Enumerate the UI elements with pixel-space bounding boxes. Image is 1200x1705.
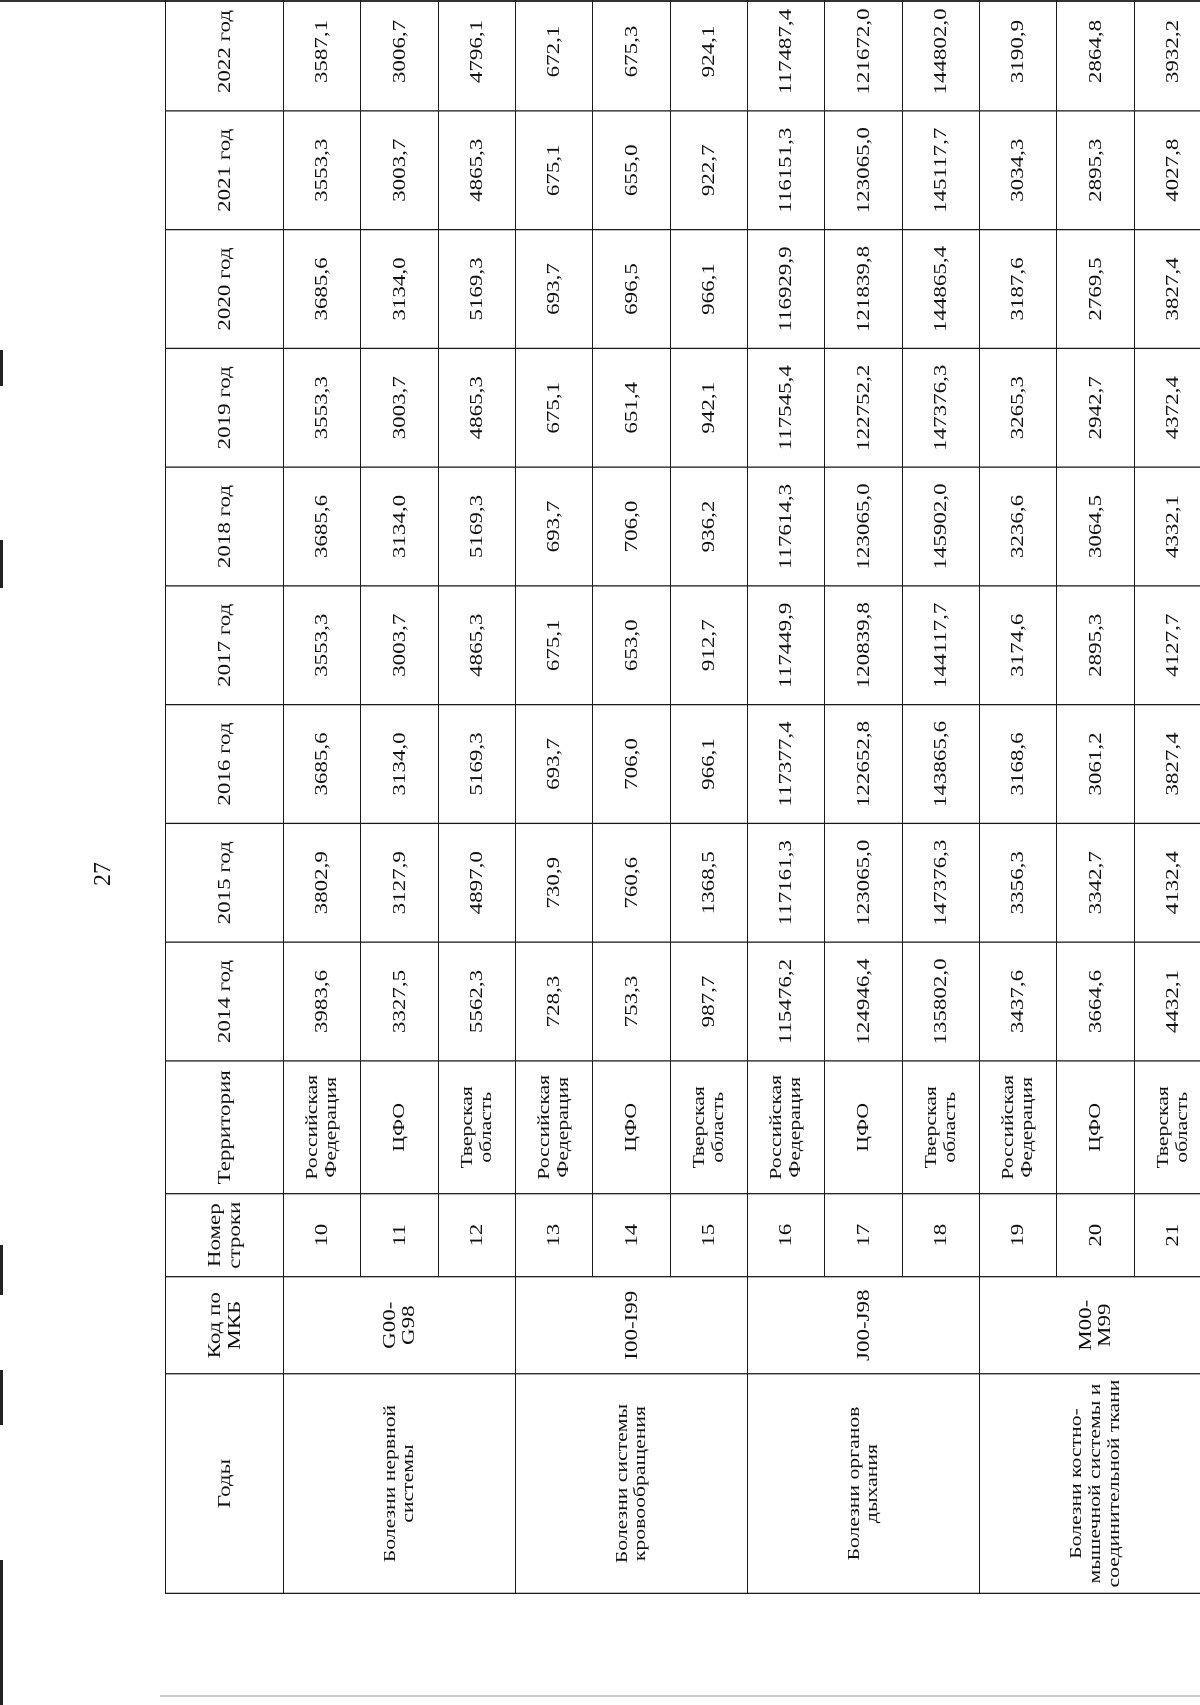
value-cell: 696,5 — [593, 230, 670, 349]
table-rotator — [165, 0, 1200, 1594]
value-cell: 145902,0 — [902, 467, 979, 586]
table-row — [979, 0, 1056, 1593]
value-cell: 145117,7 — [902, 111, 979, 230]
value-cell: 2895,3 — [1057, 111, 1134, 230]
header-year: 2021 год — [166, 111, 284, 230]
mkb-code-cell: G00-G98 — [284, 1277, 516, 1374]
morbidity-table — [165, 0, 1200, 1594]
value-cell: 5169,3 — [438, 705, 515, 824]
territory-cell: Российская Федерация — [979, 1061, 1056, 1194]
value-cell: 753,3 — [593, 942, 670, 1061]
header-year: 2020 год — [166, 230, 284, 349]
value-cell: 143865,6 — [902, 705, 979, 824]
value-cell: 124946,4 — [825, 942, 902, 1061]
header-year: 2015 год — [166, 823, 284, 942]
row-number-cell: 15 — [670, 1194, 747, 1277]
value-cell: 3664,6 — [1057, 942, 1134, 1061]
disease-name-cell: Болезни костно-мышечной системы и соединительной ткани — [979, 1374, 1200, 1594]
value-cell: 117161,3 — [747, 823, 824, 942]
header-mkb-code: Код по МКБ — [166, 1277, 284, 1374]
territory-cell: Тверская область — [1134, 1061, 1200, 1194]
value-cell: 3168,6 — [979, 705, 1056, 824]
mkb-code-cell: I00-I99 — [515, 1277, 747, 1374]
value-cell: 4865,3 — [438, 348, 515, 467]
value-cell: 144802,0 — [902, 0, 979, 111]
value-cell: 123065,0 — [825, 111, 902, 230]
value-cell: 123065,0 — [825, 823, 902, 942]
value-cell: 3236,6 — [979, 467, 1056, 586]
territory-cell: Российская Федерация — [747, 1061, 824, 1194]
value-cell: 2942,7 — [1057, 348, 1134, 467]
row-number-cell: 20 — [1057, 1194, 1134, 1277]
value-cell: 3437,6 — [979, 942, 1056, 1061]
value-cell: 120839,8 — [825, 586, 902, 705]
value-cell: 121839,8 — [825, 230, 902, 349]
margin-mark — [0, 540, 3, 588]
value-cell: 3190,9 — [979, 0, 1056, 111]
mkb-code-cell: M00-M99 — [979, 1277, 1200, 1374]
disease-name-cell: Болезни системы кровообращения — [515, 1374, 747, 1594]
value-cell: 675,1 — [515, 586, 592, 705]
value-cell: 2895,3 — [1057, 586, 1134, 705]
mkb-code-cell: J00-J98 — [747, 1277, 979, 1374]
value-cell: 117614,3 — [747, 467, 824, 586]
margin-mark — [0, 1370, 3, 1425]
disease-name-cell: Болезни органов дыхания — [747, 1374, 979, 1594]
value-cell: 117449,9 — [747, 586, 824, 705]
value-cell: 3342,7 — [1057, 823, 1134, 942]
value-cell: 4127,7 — [1134, 586, 1200, 705]
value-cell: 1368,5 — [670, 823, 747, 942]
value-cell: 115476,2 — [747, 942, 824, 1061]
row-number-cell: 14 — [593, 1194, 670, 1277]
value-cell: 693,7 — [515, 230, 592, 349]
territory-cell: Тверская область — [902, 1061, 979, 1194]
value-cell: 3553,3 — [284, 586, 361, 705]
value-cell: 3134,0 — [361, 467, 438, 586]
value-cell: 3685,6 — [284, 705, 361, 824]
value-cell: 987,7 — [670, 942, 747, 1061]
value-cell: 117545,4 — [747, 348, 824, 467]
value-cell: 4027,8 — [1134, 111, 1200, 230]
territory-cell: ЦФО — [593, 1061, 670, 1194]
value-cell: 3003,7 — [361, 111, 438, 230]
value-cell: 3327,5 — [361, 942, 438, 1061]
value-cell: 966,1 — [670, 230, 747, 349]
value-cell: 147376,3 — [902, 823, 979, 942]
value-cell: 675,1 — [515, 111, 592, 230]
value-cell: 760,6 — [593, 823, 670, 942]
value-cell: 3932,2 — [1134, 0, 1200, 111]
disease-name-cell: Болезни нервной системы — [284, 1374, 516, 1594]
value-cell: 655,0 — [593, 111, 670, 230]
header-row-number: Номер строки — [166, 1194, 284, 1277]
value-cell: 3134,0 — [361, 705, 438, 824]
territory-cell: Российская Федерация — [515, 1061, 592, 1194]
value-cell: 675,1 — [515, 348, 592, 467]
value-cell: 924,1 — [670, 0, 747, 111]
value-cell: 3006,7 — [361, 0, 438, 111]
value-cell: 5169,3 — [438, 230, 515, 349]
header-territory: Территория — [166, 1061, 284, 1194]
value-cell: 3802,9 — [284, 823, 361, 942]
row-number-cell: 10 — [284, 1194, 361, 1277]
margin-mark — [0, 1560, 3, 1705]
value-cell: 4897,0 — [438, 823, 515, 942]
value-cell: 4865,3 — [438, 586, 515, 705]
value-cell: 5562,3 — [438, 942, 515, 1061]
value-cell: 3553,3 — [284, 348, 361, 467]
value-cell: 936,2 — [670, 467, 747, 586]
value-cell: 3127,9 — [361, 823, 438, 942]
value-cell: 5169,3 — [438, 467, 515, 586]
value-cell: 653,0 — [593, 586, 670, 705]
value-cell: 3187,6 — [979, 230, 1056, 349]
table-body — [284, 0, 1200, 1593]
header-years: Годы — [166, 1374, 284, 1594]
row-number-cell: 18 — [902, 1194, 979, 1277]
row-number-cell: 17 — [825, 1194, 902, 1277]
value-cell: 706,0 — [593, 467, 670, 586]
value-cell: 3587,1 — [284, 0, 361, 111]
territory-cell: Тверская область — [670, 1061, 747, 1194]
header-year: 2014 год — [166, 942, 284, 1061]
value-cell: 693,7 — [515, 467, 592, 586]
territory-cell: Российская Федерация — [284, 1061, 361, 1194]
value-cell: 966,1 — [670, 705, 747, 824]
value-cell: 728,3 — [515, 942, 592, 1061]
value-cell: 4132,4 — [1134, 823, 1200, 942]
value-cell: 3685,6 — [284, 230, 361, 349]
row-number-cell: 11 — [361, 1194, 438, 1277]
header-row — [166, 0, 284, 1593]
value-cell: 706,0 — [593, 705, 670, 824]
value-cell: 116151,3 — [747, 111, 824, 230]
value-cell: 122652,8 — [825, 705, 902, 824]
territory-cell: ЦФО — [361, 1061, 438, 1194]
value-cell: 3356,3 — [979, 823, 1056, 942]
row-number-cell: 12 — [438, 1194, 515, 1277]
value-cell: 730,9 — [515, 823, 592, 942]
header-year: 2022 год — [166, 0, 284, 111]
value-cell: 651,4 — [593, 348, 670, 467]
table-row — [515, 0, 592, 1593]
value-cell: 147376,3 — [902, 348, 979, 467]
value-cell: 3003,7 — [361, 348, 438, 467]
value-cell: 672,1 — [515, 0, 592, 111]
value-cell: 3003,7 — [361, 586, 438, 705]
value-cell: 3553,3 — [284, 111, 361, 230]
value-cell: 144865,4 — [902, 230, 979, 349]
value-cell: 693,7 — [515, 705, 592, 824]
value-cell: 3983,6 — [284, 942, 361, 1061]
value-cell: 4332,1 — [1134, 467, 1200, 586]
value-cell: 3265,3 — [979, 348, 1056, 467]
value-cell: 117487,4 — [747, 0, 824, 111]
value-cell: 4372,4 — [1134, 348, 1200, 467]
value-cell: 116929,9 — [747, 230, 824, 349]
margin-mark — [0, 1245, 3, 1295]
value-cell: 3034,3 — [979, 111, 1056, 230]
value-cell: 2864,8 — [1057, 0, 1134, 111]
value-cell: 2769,5 — [1057, 230, 1134, 349]
row-number-cell: 16 — [747, 1194, 824, 1277]
value-cell: 144117,7 — [902, 586, 979, 705]
value-cell: 942,1 — [670, 348, 747, 467]
value-cell: 3827,4 — [1134, 230, 1200, 349]
header-year: 2016 год — [166, 705, 284, 824]
territory-cell: ЦФО — [825, 1061, 902, 1194]
value-cell: 121672,0 — [825, 0, 902, 111]
value-cell: 4432,1 — [1134, 942, 1200, 1061]
header-year: 2018 год — [166, 467, 284, 586]
value-cell: 3061,2 — [1057, 705, 1134, 824]
value-cell: 3174,6 — [979, 586, 1056, 705]
value-cell: 3064,5 — [1057, 467, 1134, 586]
value-cell: 123065,0 — [825, 467, 902, 586]
value-cell: 4796,1 — [438, 0, 515, 111]
value-cell: 122752,2 — [825, 348, 902, 467]
row-number-cell: 21 — [1134, 1194, 1200, 1277]
row-number-cell: 19 — [979, 1194, 1056, 1277]
value-cell: 4865,3 — [438, 111, 515, 230]
value-cell: 3827,4 — [1134, 705, 1200, 824]
header-year: 2017 год — [166, 586, 284, 705]
value-cell: 3685,6 — [284, 467, 361, 586]
value-cell: 675,3 — [593, 0, 670, 111]
territory-cell: Тверская область — [438, 1061, 515, 1194]
value-cell: 135802,0 — [902, 942, 979, 1061]
table-row — [284, 0, 361, 1593]
value-cell: 912,7 — [670, 586, 747, 705]
value-cell: 922,7 — [670, 111, 747, 230]
value-cell: 117377,4 — [747, 705, 824, 824]
scan-edge — [160, 1695, 1200, 1697]
margin-mark — [0, 350, 3, 386]
table-row — [747, 0, 824, 1593]
page-number: 27 — [90, 862, 116, 886]
territory-cell: ЦФО — [1057, 1061, 1134, 1194]
value-cell: 3134,0 — [361, 230, 438, 349]
row-number-cell: 13 — [515, 1194, 592, 1277]
header-year: 2019 год — [166, 348, 284, 467]
